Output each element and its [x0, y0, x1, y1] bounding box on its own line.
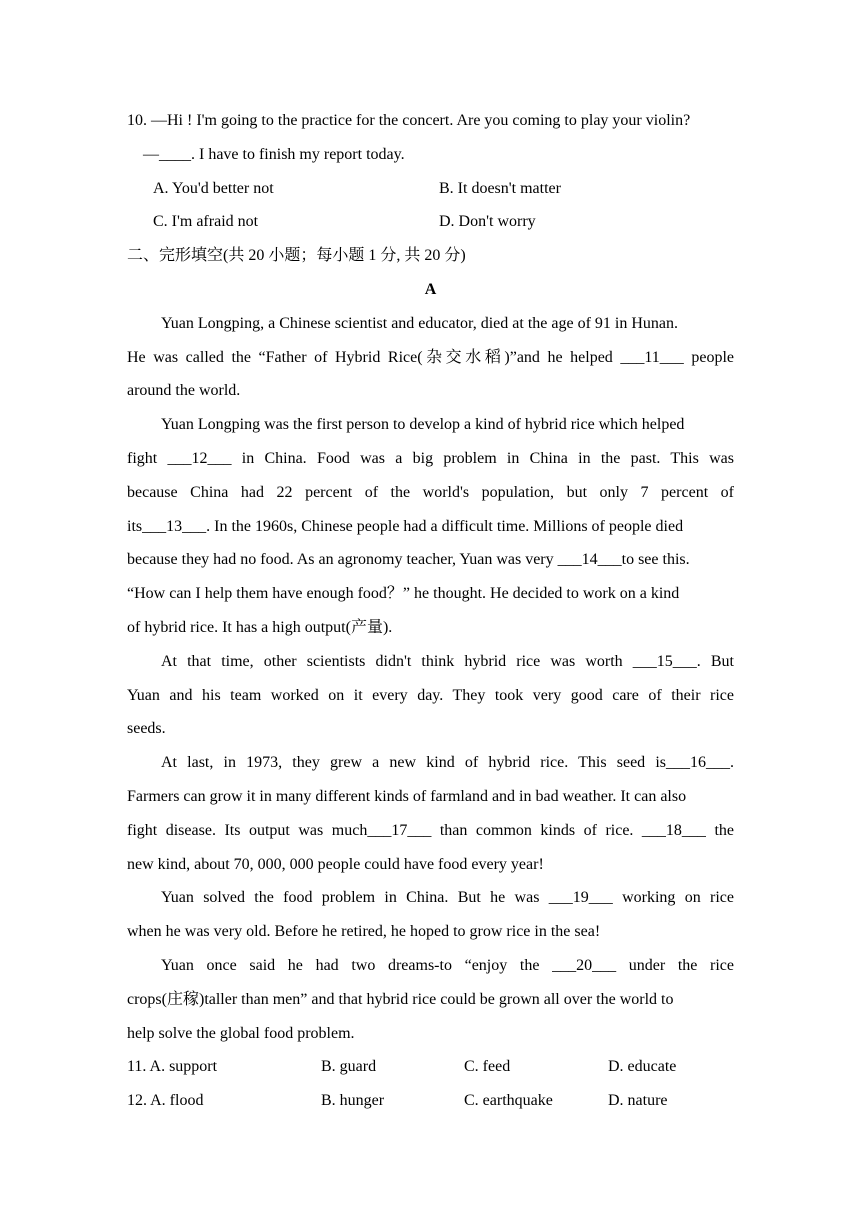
passage-line: crops(庄稼)taller than men” and that hybrid rice could be grown all over the world to: [127, 990, 674, 1008]
passage-line: around the world.: [127, 382, 241, 400]
option-c: C. feed: [464, 1058, 511, 1076]
document-page: [127, 104, 734, 1118]
passage-line: fight disease. Its output was much___17___ than common kinds of rice. ___18___ the: [127, 821, 734, 839]
option-a: 12. A. flood: [127, 1092, 204, 1110]
option-c: C. I'm afraid not: [153, 213, 259, 231]
question-10-options-row-1: [127, 172, 734, 206]
passage-line: new kind, about 70, 000, 000 people could have food every year!: [127, 855, 544, 873]
question-10-stem: 10. —Hi ! I'm going to the practice for the concert. Are you coming to play your violin?: [127, 112, 691, 129]
passage-line: Yuan Longping was the first person to develop a kind of hybrid rice which helped: [161, 416, 685, 434]
passage-line: help solve the global food problem.: [127, 1024, 355, 1042]
option-b: B. It doesn't matter: [439, 179, 561, 197]
passage-line: Farmers can grow it in many different kinds of farmland and in bad weather. It can also: [127, 787, 687, 805]
option-a: A. You'd better not: [153, 179, 274, 197]
passage-line: because they had no food. As an agronomy teacher, Yuan was very ___14___to see this.: [127, 551, 690, 569]
passage-line: At that time, other scientists didn't think hybrid rice was worth ___15___. But: [161, 652, 734, 670]
option-d: D. educate: [608, 1058, 677, 1076]
passage-line: Yuan solved the food problem in China. But he was ___19___ working on rice: [161, 889, 734, 907]
passage-line: He was called the “Father of Hybrid Rice(杂交水稻)”and he helped ___11___ people: [127, 348, 734, 366]
option-b: B. guard: [321, 1058, 377, 1076]
option-a: 11. A. support: [127, 1058, 218, 1076]
option-d: D. nature: [608, 1092, 668, 1110]
passage-line: its___13___. In the 1960s, Chinese people had a difficult time. Millions of people died: [127, 517, 684, 535]
question-12-options: [127, 1084, 734, 1118]
passage-line: seeds.: [127, 720, 166, 738]
question-11-options: [127, 1050, 734, 1084]
option-c: C. earthquake: [464, 1092, 553, 1110]
option-d: D. Don't worry: [439, 213, 536, 231]
passage-line: fight ___12___ in China. Food was a big problem in China in the past. This was: [127, 449, 734, 467]
passage-line: Yuan Longping, a Chinese scientist and educator, died at the age of 91 in Hunan.: [161, 314, 678, 332]
passage-line: because China had 22 percent of the world's population, but only 7 percent of: [127, 483, 734, 501]
passage-label: A: [424, 280, 437, 298]
question-10-options-row-2: [127, 205, 734, 239]
passage-line: when he was very old. Before he retired, he hoped to grow rice in the sea!: [127, 923, 601, 941]
passage-line: At last, in 1973, they grew a new kind of hybrid rice. This seed is___16___.: [161, 754, 734, 772]
section-heading: 二、完形填空(共 20 小题；每小题 1 分, 共 20 分): [127, 247, 466, 265]
passage-line: Yuan and his team worked on it every day. They took very good care of their rice: [127, 686, 734, 704]
question-10-reply: —____. I have to finish my report today.: [143, 145, 405, 163]
passage-line: of hybrid rice. It has a high output(产量).: [127, 618, 393, 636]
passage-line: Yuan once said he had two dreams-to “enjoy the ___20___ under the rice: [161, 956, 734, 974]
option-b: B. hunger: [321, 1092, 385, 1110]
passage-line: “How can I help them have enough food？” he thought. He decided to work on a kind: [127, 585, 680, 603]
